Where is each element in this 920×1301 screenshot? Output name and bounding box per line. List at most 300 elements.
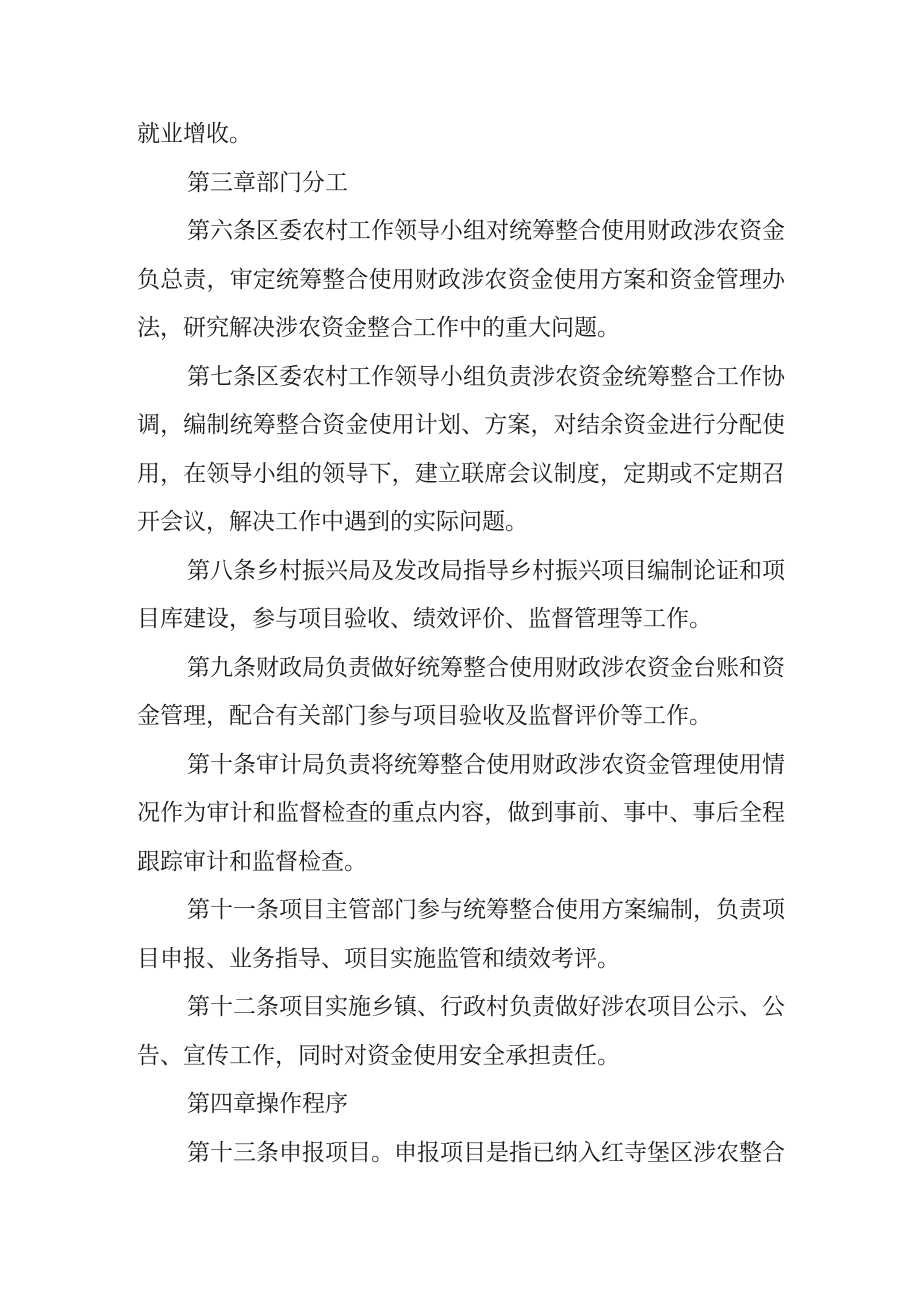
glyph: 题 bbox=[482, 509, 505, 535]
glyph: 到 bbox=[367, 509, 390, 535]
glyph: 财 bbox=[532, 751, 555, 778]
glyph: 乡 bbox=[371, 994, 394, 1020]
glyph: 定 bbox=[715, 460, 739, 487]
glyph: 议 bbox=[530, 460, 554, 487]
glyph: 项 bbox=[325, 1139, 348, 1166]
glyph: 门 bbox=[279, 169, 302, 196]
glyph: 研 bbox=[183, 315, 206, 341]
glyph: 题 bbox=[574, 315, 597, 341]
glyph: 宣 bbox=[183, 1042, 206, 1069]
glyph: 下 bbox=[368, 460, 392, 487]
glyph: 条 bbox=[256, 1139, 279, 1166]
glyph: 第 bbox=[187, 557, 210, 584]
glyph: 资 bbox=[367, 1042, 390, 1069]
glyph: 导 bbox=[345, 460, 369, 487]
text-line bbox=[0, 547, 920, 595]
glyph: 三 bbox=[233, 1139, 256, 1166]
glyph: 第 bbox=[187, 994, 210, 1020]
glyph: 镇 bbox=[394, 994, 417, 1020]
glyph: 条 bbox=[233, 751, 256, 778]
glyph: 第 bbox=[187, 654, 210, 681]
text-line bbox=[0, 256, 920, 304]
glyph: 情 bbox=[762, 751, 785, 778]
glyph: 定 bbox=[623, 460, 647, 487]
glyph: 、 bbox=[160, 1042, 183, 1069]
glyph: 资 bbox=[321, 315, 344, 341]
glyph: 合 bbox=[463, 751, 486, 778]
glyph: 八 bbox=[210, 557, 233, 584]
glyph: 作 bbox=[666, 703, 689, 729]
glyph: 序 bbox=[325, 1091, 348, 1117]
glyph: 涉 bbox=[275, 315, 298, 341]
glyph: 区 bbox=[256, 363, 279, 390]
glyph: 合 bbox=[762, 1139, 785, 1166]
glyph: 条 bbox=[256, 897, 279, 923]
glyph: 对 bbox=[553, 412, 577, 438]
glyph: 农 bbox=[555, 363, 578, 390]
glyph: 指 bbox=[509, 1139, 532, 1166]
glyph: 部 bbox=[256, 169, 279, 196]
glyph: 金 bbox=[345, 412, 369, 438]
glyph: 申 bbox=[160, 945, 183, 972]
glyph: 责 bbox=[739, 897, 762, 923]
glyph: 和 bbox=[252, 800, 276, 826]
glyph: 作 bbox=[666, 606, 689, 632]
glyph: 统 bbox=[275, 266, 299, 293]
glyph: 政 bbox=[670, 218, 693, 244]
glyph: 重 bbox=[391, 800, 415, 826]
glyph: 将 bbox=[371, 751, 394, 778]
glyph: 金 bbox=[601, 363, 624, 390]
glyph: 全 bbox=[482, 1042, 505, 1069]
glyph: 改 bbox=[417, 557, 440, 584]
glyph: 效 bbox=[528, 945, 551, 972]
glyph: 部 bbox=[371, 897, 394, 923]
glyph: 领 bbox=[206, 460, 230, 487]
glyph: 十 bbox=[210, 1139, 233, 1166]
glyph: 兴 bbox=[325, 557, 348, 584]
glyph: 第 bbox=[187, 218, 210, 244]
glyph: 验 bbox=[459, 703, 482, 729]
text-line bbox=[0, 353, 920, 401]
glyph: 资 bbox=[739, 218, 762, 244]
glyph: 、 bbox=[461, 412, 485, 438]
glyph: 中 bbox=[321, 509, 344, 535]
glyph: 政 bbox=[463, 994, 486, 1020]
text-line bbox=[0, 450, 920, 498]
glyph: 检 bbox=[298, 848, 321, 875]
glyph: 参 bbox=[252, 606, 275, 632]
glyph: 与 bbox=[390, 703, 413, 729]
glyph: 财 bbox=[256, 654, 279, 681]
glyph: 第 bbox=[187, 1091, 210, 1117]
glyph: 负 bbox=[716, 897, 739, 923]
glyph: 。 bbox=[229, 121, 252, 147]
glyph: 领 bbox=[394, 363, 417, 390]
glyph: 区 bbox=[670, 1139, 693, 1166]
glyph: 金 bbox=[390, 1042, 413, 1069]
glyph: 事 bbox=[553, 800, 577, 826]
glyph: ， bbox=[229, 606, 252, 632]
glyph: ， bbox=[391, 460, 415, 487]
glyph: 用 bbox=[624, 218, 647, 244]
glyph: 验 bbox=[344, 606, 367, 632]
glyph: 责 bbox=[551, 1042, 574, 1069]
glyph: 合 bbox=[693, 363, 716, 390]
glyph: 涉 bbox=[578, 751, 601, 778]
glyph: 等 bbox=[620, 703, 643, 729]
glyph: 涉 bbox=[532, 363, 555, 390]
glyph: 审 bbox=[206, 800, 230, 826]
glyph: 审 bbox=[229, 266, 253, 293]
glyph: 实 bbox=[390, 945, 413, 972]
glyph: 政 bbox=[279, 654, 302, 681]
glyph: 整 bbox=[739, 1139, 762, 1166]
glyph: 责 bbox=[532, 994, 555, 1020]
text-line bbox=[0, 401, 920, 449]
glyph: 。 bbox=[597, 1042, 620, 1069]
glyph: 的 bbox=[368, 800, 392, 826]
glyph: 遇 bbox=[344, 509, 367, 535]
glyph: 及 bbox=[371, 557, 394, 584]
glyph: 资 bbox=[647, 654, 670, 681]
glyph: 组 bbox=[463, 363, 486, 390]
glyph: 导 bbox=[417, 363, 440, 390]
glyph: 用 bbox=[532, 654, 555, 681]
glyph: 开 bbox=[137, 509, 160, 535]
glyph: 农 bbox=[716, 218, 739, 244]
glyph: 工 bbox=[716, 363, 739, 390]
glyph: 期 bbox=[646, 460, 670, 487]
glyph: 理 bbox=[597, 606, 620, 632]
glyph: 收 bbox=[367, 606, 390, 632]
glyph: 区 bbox=[256, 218, 279, 244]
glyph: 农 bbox=[716, 1139, 739, 1166]
glyph: 价 bbox=[597, 703, 620, 729]
glyph: 振 bbox=[302, 557, 325, 584]
glyph: 、 bbox=[669, 800, 693, 826]
glyph: 在 bbox=[183, 460, 207, 487]
glyph: 参 bbox=[367, 703, 390, 729]
glyph: 政 bbox=[555, 751, 578, 778]
glyph: 制 bbox=[553, 460, 577, 487]
glyph: 条 bbox=[233, 557, 256, 584]
glyph: 筹 bbox=[486, 897, 509, 923]
glyph: 协 bbox=[762, 363, 785, 390]
glyph: 席 bbox=[484, 460, 508, 487]
glyph: 用 bbox=[578, 897, 601, 923]
glyph: 三 bbox=[210, 169, 233, 196]
glyph: 涉 bbox=[601, 994, 624, 1020]
glyph: 委 bbox=[279, 218, 302, 244]
glyph: 金 bbox=[670, 654, 693, 681]
glyph: 已 bbox=[532, 1139, 555, 1166]
glyph: 台 bbox=[693, 654, 716, 681]
glyph: 分 bbox=[715, 412, 739, 438]
glyph: ， bbox=[160, 315, 183, 341]
glyph: 章 bbox=[233, 169, 256, 196]
glyph: 金 bbox=[692, 266, 716, 293]
glyph: 整 bbox=[670, 363, 693, 390]
glyph: 十 bbox=[210, 897, 233, 923]
glyph: 进 bbox=[669, 412, 693, 438]
glyph: 和 bbox=[482, 945, 505, 972]
glyph: 管 bbox=[459, 945, 482, 972]
glyph: 资 bbox=[507, 266, 531, 293]
glyph: 、 bbox=[390, 606, 413, 632]
glyph: 担 bbox=[528, 1042, 551, 1069]
glyph: 责 bbox=[348, 654, 371, 681]
glyph: 政 bbox=[578, 654, 601, 681]
glyph: 合 bbox=[299, 412, 323, 438]
text-line bbox=[0, 159, 920, 207]
glyph: 金 bbox=[647, 751, 670, 778]
text-line bbox=[0, 692, 920, 740]
glyph: 使 bbox=[555, 897, 578, 923]
glyph: 报 bbox=[302, 1139, 325, 1166]
glyph: 调 bbox=[137, 412, 160, 438]
glyph: 事 bbox=[692, 800, 716, 826]
glyph: 小 bbox=[440, 363, 463, 390]
glyph: 和 bbox=[739, 654, 762, 681]
text-line bbox=[0, 789, 920, 837]
glyph: 设 bbox=[206, 606, 229, 632]
glyph: 公 bbox=[762, 994, 785, 1020]
glyph: 使 bbox=[368, 266, 392, 293]
glyph: 事 bbox=[623, 800, 647, 826]
glyph: 第 bbox=[187, 897, 210, 923]
glyph: 评 bbox=[574, 703, 597, 729]
glyph: 目 bbox=[321, 606, 344, 632]
glyph: 局 bbox=[302, 751, 325, 778]
glyph: 会 bbox=[507, 460, 531, 487]
glyph: ， bbox=[206, 509, 229, 535]
glyph: 行 bbox=[692, 412, 716, 438]
glyph: 做 bbox=[555, 994, 578, 1020]
glyph: 监 bbox=[436, 945, 459, 972]
glyph: 农 bbox=[302, 218, 325, 244]
glyph: 财 bbox=[647, 218, 670, 244]
glyph: 内 bbox=[437, 800, 461, 826]
glyph: 纳 bbox=[555, 1139, 578, 1166]
glyph: 、 bbox=[206, 945, 229, 972]
glyph: 的 bbox=[299, 460, 323, 487]
glyph: 检 bbox=[322, 800, 346, 826]
glyph: 、 bbox=[505, 606, 528, 632]
glyph: 筹 bbox=[299, 266, 323, 293]
glyph: 监 bbox=[528, 606, 551, 632]
glyph: 增 bbox=[183, 121, 206, 147]
glyph: 总 bbox=[160, 266, 184, 293]
glyph: 配 bbox=[229, 703, 252, 729]
glyph: 筹 bbox=[647, 363, 670, 390]
glyph: 及 bbox=[505, 703, 528, 729]
glyph: 金 bbox=[344, 315, 367, 341]
glyph: 用 bbox=[436, 1042, 459, 1069]
glyph: 、 bbox=[321, 945, 344, 972]
glyph: 作 bbox=[252, 1042, 275, 1069]
glyph: 工 bbox=[229, 1042, 252, 1069]
glyph: 合 bbox=[578, 218, 601, 244]
glyph: 村 bbox=[532, 557, 555, 584]
glyph: 村 bbox=[486, 994, 509, 1020]
glyph: 资 bbox=[669, 266, 693, 293]
glyph: 合 bbox=[532, 897, 555, 923]
glyph: 负 bbox=[325, 751, 348, 778]
glyph: 对 bbox=[486, 218, 509, 244]
glyph: 做 bbox=[507, 800, 531, 826]
glyph: 负 bbox=[486, 363, 509, 390]
glyph: 使 bbox=[553, 266, 577, 293]
glyph: 组 bbox=[463, 218, 486, 244]
glyph: 统 bbox=[463, 897, 486, 923]
glyph: 监 bbox=[252, 848, 275, 875]
glyph: 统 bbox=[624, 363, 647, 390]
glyph: 目 bbox=[670, 994, 693, 1020]
glyph: 、 bbox=[739, 994, 762, 1020]
glyph: 解 bbox=[229, 315, 252, 341]
glyph: 使 bbox=[716, 751, 739, 778]
glyph: 案 bbox=[623, 266, 647, 293]
glyph: 农 bbox=[484, 266, 508, 293]
glyph: 委 bbox=[279, 363, 302, 390]
glyph: 筹 bbox=[440, 654, 463, 681]
glyph: 编 bbox=[647, 897, 670, 923]
glyph: 条 bbox=[256, 994, 279, 1020]
glyph: 用 bbox=[137, 460, 160, 487]
glyph: 前 bbox=[576, 800, 600, 826]
glyph: 使 bbox=[601, 218, 624, 244]
glyph: 资 bbox=[762, 654, 785, 681]
glyph: 农 bbox=[302, 363, 325, 390]
glyph: 报 bbox=[183, 945, 206, 972]
glyph: 项 bbox=[279, 897, 302, 923]
glyph: 使 bbox=[413, 1042, 436, 1069]
glyph: 局 bbox=[302, 654, 325, 681]
glyph: 配 bbox=[738, 412, 762, 438]
glyph: 定 bbox=[252, 266, 276, 293]
glyph: 后 bbox=[715, 800, 739, 826]
glyph: 解 bbox=[229, 509, 252, 535]
glyph: ， bbox=[599, 460, 623, 487]
glyph: 项 bbox=[647, 994, 670, 1020]
glyph: 负 bbox=[509, 994, 532, 1020]
glyph: 传 bbox=[206, 1042, 229, 1069]
glyph: 责 bbox=[183, 266, 207, 293]
glyph: 督 bbox=[551, 703, 574, 729]
glyph: 作 bbox=[739, 363, 762, 390]
glyph: 筹 bbox=[417, 751, 440, 778]
glyph: 安 bbox=[459, 1042, 482, 1069]
glyph: 期 bbox=[738, 460, 762, 487]
text-line bbox=[0, 838, 920, 886]
glyph: 。 bbox=[597, 315, 620, 341]
glyph: 整 bbox=[509, 897, 532, 923]
glyph: 用 bbox=[391, 412, 415, 438]
glyph: 督 bbox=[299, 800, 323, 826]
glyph: 使 bbox=[368, 412, 392, 438]
glyph: 门 bbox=[344, 703, 367, 729]
glyph: 整 bbox=[275, 412, 299, 438]
glyph: 合 bbox=[486, 654, 509, 681]
glyph: 项 bbox=[601, 557, 624, 584]
glyph: 施 bbox=[348, 994, 371, 1020]
glyph: 编 bbox=[647, 557, 670, 584]
glyph: 目 bbox=[302, 994, 325, 1020]
glyph: 使 bbox=[762, 412, 785, 438]
glyph: 项 bbox=[413, 703, 436, 729]
glyph: 目 bbox=[348, 1139, 371, 1166]
glyph: 计 bbox=[414, 412, 438, 438]
glyph: 报 bbox=[417, 1139, 440, 1166]
glyph: 振 bbox=[555, 557, 578, 584]
glyph: 工 bbox=[325, 169, 348, 196]
glyph: 业 bbox=[229, 945, 252, 972]
glyph: 与 bbox=[275, 606, 298, 632]
glyph: 计 bbox=[206, 848, 229, 875]
glyph: 法 bbox=[137, 315, 160, 341]
glyph: 管 bbox=[348, 897, 371, 923]
glyph: ， bbox=[206, 266, 230, 293]
glyph: 涉 bbox=[461, 266, 485, 293]
glyph: 筹 bbox=[252, 412, 276, 438]
glyph: 管 bbox=[670, 751, 693, 778]
glyph: 导 bbox=[486, 557, 509, 584]
glyph: 任 bbox=[574, 1042, 597, 1069]
glyph: 第 bbox=[187, 169, 210, 196]
glyph: 示 bbox=[716, 994, 739, 1020]
glyph: 结 bbox=[576, 412, 600, 438]
glyph: 入 bbox=[578, 1139, 601, 1166]
glyph: 方 bbox=[601, 897, 624, 923]
glyph: 参 bbox=[417, 897, 440, 923]
glyph: 发 bbox=[394, 557, 417, 584]
glyph: 公 bbox=[693, 994, 716, 1020]
glyph: 用 bbox=[739, 751, 762, 778]
glyph: 负 bbox=[325, 654, 348, 681]
glyph: 指 bbox=[463, 557, 486, 584]
glyph: 决 bbox=[252, 315, 275, 341]
glyph: 决 bbox=[252, 509, 275, 535]
glyph: 方 bbox=[484, 412, 508, 438]
glyph: 建 bbox=[183, 606, 206, 632]
glyph: 局 bbox=[348, 557, 371, 584]
glyph: 目 bbox=[137, 945, 160, 972]
text-line bbox=[0, 935, 920, 983]
glyph: 对 bbox=[344, 1042, 367, 1069]
glyph: 小 bbox=[252, 460, 276, 487]
glyph: 整 bbox=[367, 315, 390, 341]
glyph: 评 bbox=[574, 945, 597, 972]
glyph: 议 bbox=[183, 509, 206, 535]
glyph: 项 bbox=[279, 994, 302, 1020]
text-line bbox=[0, 983, 920, 1031]
glyph: 四 bbox=[210, 1091, 233, 1117]
text-line bbox=[0, 644, 920, 692]
glyph: 和 bbox=[229, 848, 252, 875]
glyph: 划 bbox=[437, 412, 461, 438]
glyph: 条 bbox=[233, 654, 256, 681]
glyph: 工 bbox=[348, 218, 371, 244]
glyph: 理 bbox=[693, 751, 716, 778]
glyph: 制 bbox=[670, 557, 693, 584]
glyph: 项 bbox=[762, 897, 785, 923]
glyph: ， bbox=[530, 412, 554, 438]
text-line bbox=[0, 110, 920, 158]
glyph: 领 bbox=[322, 460, 346, 487]
glyph: 项 bbox=[298, 606, 321, 632]
glyph: 。 bbox=[505, 509, 528, 535]
